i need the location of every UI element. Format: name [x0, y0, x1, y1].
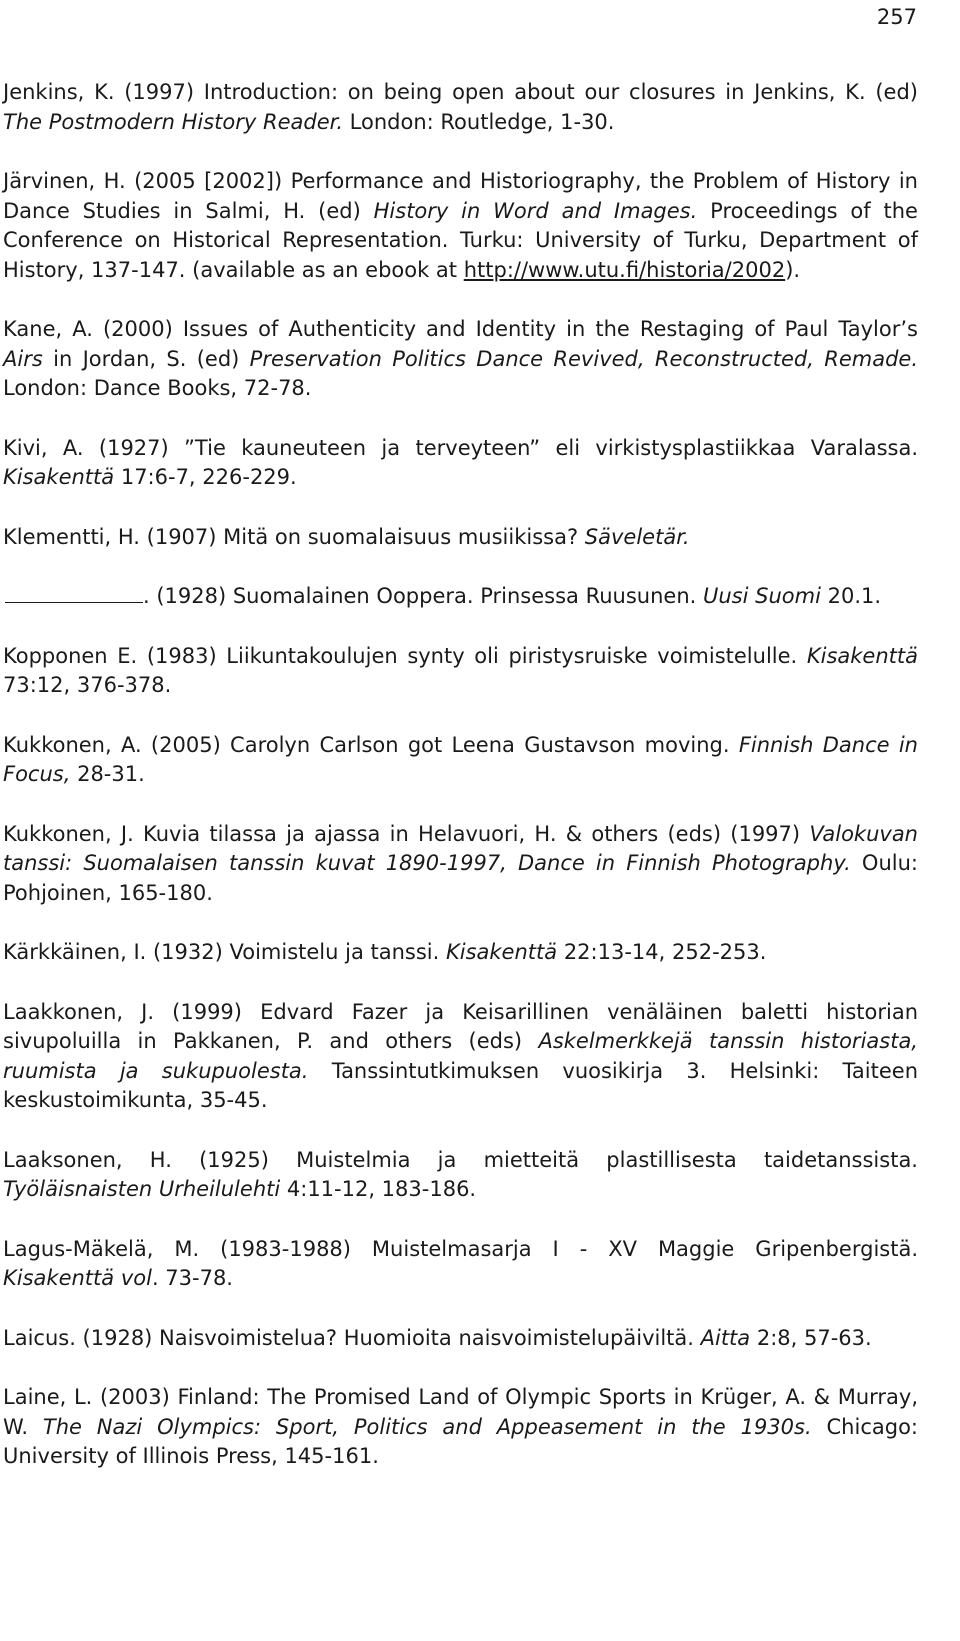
entry-text: 28-31.: [70, 762, 145, 786]
bib-entry-jarvinen: [3, 167, 918, 285]
entry-text: Kopponen E. (1983) Liikuntakoulujen synty oli piristysruiske voimistelulle.: [3, 643, 807, 668]
bib-entry-laaksonen: [3, 1146, 918, 1205]
entry-text: Lagus-Mäkelä, M. (1983-1988) Muistelmasarja I - XV Maggie Gripenbergistä.: [3, 1236, 918, 1261]
bib-entry-laicus: [3, 1324, 918, 1354]
bib-entry-kukkonen-j: [3, 820, 918, 909]
entry-title: Kisakenttä: [3, 465, 115, 489]
entry-title: Kisakenttä vol: [3, 1266, 152, 1290]
entry-text: . (1928) Suomalainen Ooppera. Prinsessa Ruusunen.: [143, 584, 703, 608]
bib-entry-laakkonen: [3, 998, 918, 1116]
bib-entry-kukkonen-a: [3, 731, 918, 790]
bib-entry-lagus-makela: [3, 1235, 918, 1294]
entry-text: 73:12, 376-378.: [3, 673, 172, 697]
entry-text: Tanssintutkimuksen vuosikirja 3. Helsinki: Taiteen keskustoimikunta, 35-45.: [3, 1058, 918, 1112]
entry-title: Säveletär.: [584, 524, 690, 549]
entry-text: 20.1.: [820, 584, 882, 608]
entry-text: ).: [785, 257, 801, 282]
bib-entry-jenkins: [3, 78, 918, 137]
bib-entry-kivi: [3, 434, 918, 493]
entry-text: 17:6-7, 226-229.: [114, 465, 297, 489]
entry-text: Chicago: University of Illinois Press, 145-161.: [3, 1414, 918, 1468]
repeated-author-rule: [5, 602, 143, 603]
entry-text: Jenkins, K. (1997) Introduction: on being open about our closures in Jenkins, K. (ed): [3, 80, 918, 104]
entry-text: Proceedings of the Conference on Historical Representation. Turku: University of Turku, Department of History, 137-147. (available as an ebook at: [3, 198, 918, 282]
entry-title: History in Word and Images.: [373, 198, 698, 223]
bib-entry-laine: [3, 1383, 918, 1472]
entry-text: 2:8, 57-63.: [750, 1325, 872, 1350]
entry-title: Aitta: [700, 1325, 751, 1350]
entry-title: Askelmerkkejä tanssin historiasta, ruumista ja sukupuolesta.: [3, 1029, 918, 1083]
entry-title: Airs: [3, 346, 43, 371]
entry-text: Klementti, H. (1907) Mitä on suomalaisuus musiikissa?: [3, 524, 585, 549]
entry-text: London: Dance Books, 72-78.: [3, 376, 312, 400]
bib-entry-kopponen: [3, 642, 918, 701]
entry-text: 22:13-14, 252-253.: [557, 940, 767, 964]
entry-text: London: Routledge, 1-30.: [343, 109, 615, 134]
entry-text: Laine, L. (2003) Finland: The Promised Land of Olympic Sports in Krüger, A. & Murray, W.: [3, 1385, 918, 1439]
entry-text: Laicus. (1928) Naisvoimistelua? Huomioita naisvoimistelupäiviltä.: [3, 1325, 701, 1350]
entry-text: Laaksonen, H. (1925) Muistelmia ja mietteitä plastillisesta taidetanssista.: [3, 1147, 918, 1172]
entry-title: Kisakenttä: [445, 940, 558, 964]
entry-title: Valokuvan tanssi: Suomalaisen tanssin kuvat 1890-1997, Dance in Finnish Photography.: [3, 821, 918, 875]
entry-text: Kivi, A. (1927) ”Tie kauneuteen ja terveyteen” eli virkistysplastiikkaa Varalassa.: [3, 435, 918, 460]
entry-title: The Postmodern History Reader.: [3, 109, 343, 134]
bib-entry-kane: [3, 315, 918, 404]
entry-text: Järvinen, H. (2005 [2002]) Performance and Historiography, the Problem of History in Dance Studies in Salmi, H. (ed): [3, 169, 918, 223]
bib-entry-karkkainen: [3, 938, 918, 968]
bib-entry-klementti-1928: [3, 582, 918, 612]
page-number: 257: [876, 5, 917, 29]
entry-title: The Nazi Olympics: Sport, Politics and Appeasement in the 1930s.: [42, 1414, 812, 1439]
entry-text: Kane, A. (2000) Issues of Authenticity and Identity in the Restaging of Paul Taylor’s: [3, 317, 918, 341]
entry-text: Laakkonen, J. (1999) Edvard Fazer ja Keisarillinen venäläinen baletti historian sivupoluilla in Pakkanen, P. and others (eds): [3, 999, 918, 1053]
ebook-link[interactable]: http://www.utu.fi/historia/2002: [463, 257, 786, 282]
bibliography: [3, 78, 918, 1502]
entry-text: Kärkkäinen, I. (1932) Voimistelu ja tanssi.: [3, 940, 446, 964]
entry-title: Preservation Politics Dance Revived, Reconstructed, Remade.: [249, 346, 918, 371]
entry-text: Oulu: Pohjoinen, 165-180.: [3, 851, 918, 905]
entry-title: Työläisnaisten Urheilulehti: [3, 1177, 281, 1201]
entry-title: Kisakenttä: [806, 643, 918, 668]
entry-text: Kukkonen, A. (2005) Carolyn Carlson got Leena Gustavson moving.: [3, 732, 739, 757]
entry-text: in Jordan, S. (ed): [42, 346, 250, 371]
bib-entry-klementti: [3, 523, 918, 553]
entry-text: Kukkonen, J. Kuvia tilassa ja ajassa in Helavuori, H. & others (eds) (1997): [3, 821, 810, 846]
entry-text: 4:11-12, 183-186.: [280, 1177, 477, 1201]
entry-title: Uusi Suomi: [703, 584, 821, 608]
entry-title: Finnish Dance in Focus,: [3, 732, 918, 786]
entry-text: . 73-78.: [151, 1266, 233, 1290]
